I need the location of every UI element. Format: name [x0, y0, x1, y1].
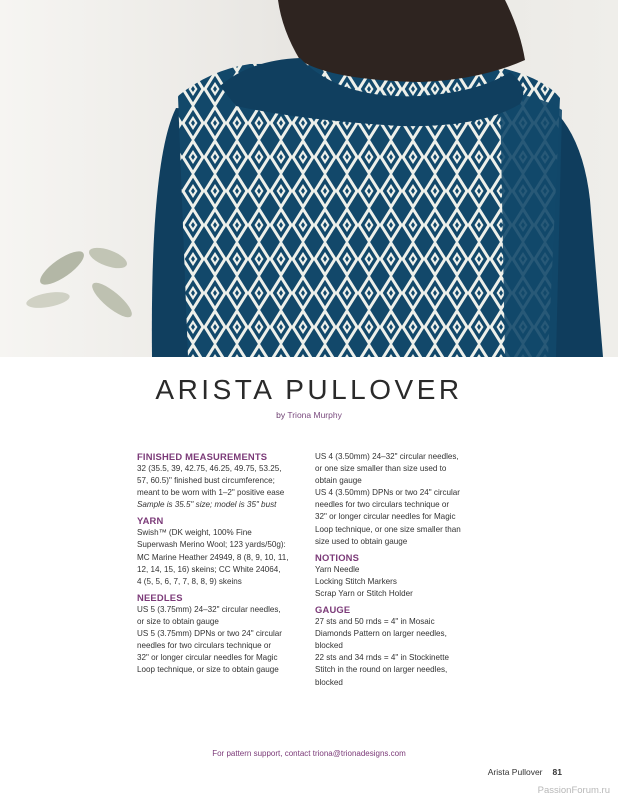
body-line: obtain gauge — [315, 476, 362, 486]
body-line: or size to obtain gauge — [137, 616, 219, 626]
body-line: blocked — [315, 641, 343, 651]
body-line: 32 (35.5, 39, 42.75, 46.25, 49.75, 53.25, — [137, 464, 282, 473]
body-line: Superwash Merino Wool; 123 yards/50g): — [137, 540, 286, 550]
body-line: 32" or longer circular needles for Magic — [315, 512, 456, 522]
body-line: US 5 (3.75mm) DPNs or two 24" circular — [137, 629, 282, 639]
footer-title: Arista Pullover — [487, 767, 543, 777]
body-line: Diamonds Pattern on larger needles, — [315, 629, 447, 639]
needles-continued-section — [315, 451, 485, 548]
body-line: 12, 14, 15, 16) skeins; CC White 24064, — [137, 564, 281, 574]
body-line: Swish™ (DK weight, 100% Fine — [137, 528, 252, 538]
body-line: US 4 (3.50mm) DPNs or two 24" circular — [315, 488, 460, 498]
body-line: 4 (5, 5, 6, 7, 7, 8, 8, 9) skeins — [137, 576, 242, 586]
body-line: US 5 (3.75mm) 24–32" circular needles, — [137, 604, 281, 614]
section-heading: NOTIONS — [315, 551, 360, 563]
body-line: needles for two circulars technique or — [315, 500, 450, 510]
support-line: For pattern support, contact triona@trionadesigns.com — [212, 749, 406, 758]
body-line: Stitch in the round on larger needles, — [315, 665, 448, 675]
byline-prefix: by — [276, 410, 288, 420]
watermark: PassionForum.ru — [537, 785, 610, 796]
finished-measurements-section — [137, 450, 302, 511]
page-footer — [488, 767, 562, 777]
author-name: Triona Murphy — [287, 410, 342, 420]
yarn-section — [137, 514, 302, 587]
section-heading: NEEDLES — [137, 591, 183, 603]
sweater-photo — [0, 0, 618, 357]
section-heading: YARN — [137, 515, 164, 527]
page-number: 81 — [552, 767, 562, 777]
section-heading: FINISHED MEASUREMENTS — [137, 451, 268, 462]
body-line: Loop technique, or size to obtain gauge — [137, 665, 279, 675]
body-line: 22 sts and 34 rnds = 4" in Stockinette — [315, 653, 450, 663]
section-heading: GAUGE — [315, 604, 351, 616]
body-line: Yarn Needle — [315, 564, 360, 574]
byline — [0, 410, 618, 420]
body-line: Scrap Yarn or Stitch Holder — [315, 588, 413, 598]
gauge-section — [315, 603, 485, 689]
body-line: 32" or longer circular needles for Magic — [137, 653, 278, 663]
body-line: or one size smaller than size used to — [315, 464, 447, 474]
page-title: ARISTA PULLOVER — [155, 374, 463, 405]
body-line: size used to obtain gauge — [315, 536, 408, 546]
sample-note: Sample is 35.5" size; model is 35" bust — [137, 500, 277, 510]
body-line: Locking Stitch Markers — [315, 576, 397, 586]
body-line: blocked — [315, 677, 343, 687]
body-line: needles for two circulars technique or — [137, 641, 272, 651]
body-line: Loop technique, or one size smaller than — [315, 524, 461, 534]
body-line: 57, 60.5)" finished bust circumference; — [137, 476, 275, 486]
body-line: meant to be worn with 1–2" positive ease — [137, 488, 285, 498]
notions-section — [315, 551, 485, 600]
right-column — [315, 451, 485, 692]
body-line: 27 sts and 50 rnds = 4" in Mosaic — [315, 617, 435, 627]
sweater-back-photo-icon — [0, 0, 618, 357]
left-column — [137, 450, 302, 679]
body-line: MC Marine Heather 24949, 8 (8, 9, 10, 11, — [137, 552, 289, 562]
needles-section — [137, 591, 302, 677]
body-line: US 4 (3.50mm) 24–32" circular needles, — [315, 452, 459, 461]
